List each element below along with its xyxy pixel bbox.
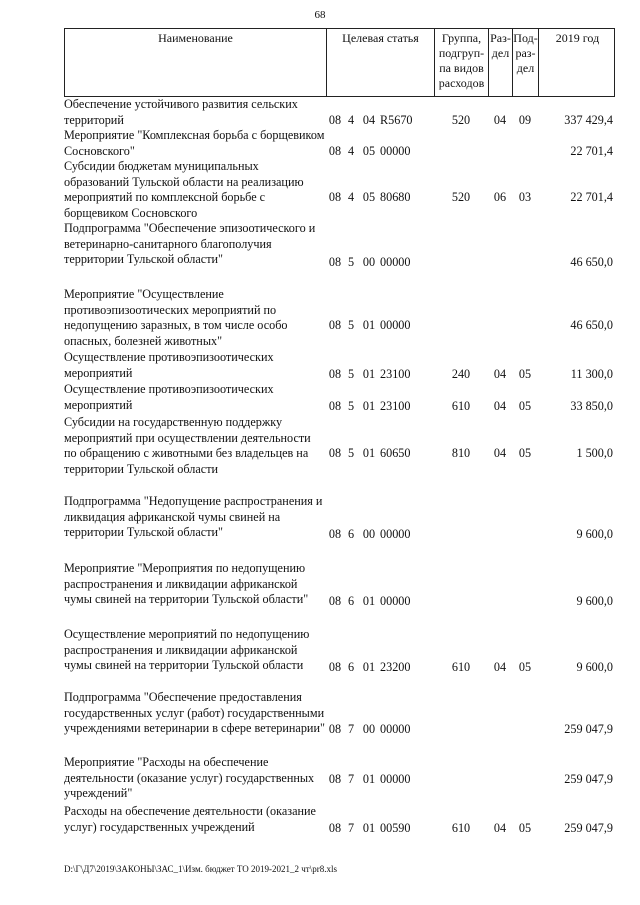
row-amount: 46 650,0 <box>570 254 613 269</box>
table-row <box>64 97 615 128</box>
row-code-subprogram: 7 <box>347 820 355 835</box>
row-code-direction: 00000 <box>380 771 411 786</box>
row-amount: 9 600,0 <box>576 659 613 674</box>
table-row <box>64 287 615 350</box>
row-code-event: 01 <box>362 659 376 674</box>
header-name: Наименование <box>158 31 233 45</box>
row-code-subprogram: 7 <box>347 771 355 786</box>
table-row <box>64 561 615 609</box>
row-code-subprogram: 4 <box>347 143 355 158</box>
row-code-program: 08 <box>328 317 342 332</box>
row-group: 520 <box>451 112 471 127</box>
row-code-program: 08 <box>328 820 342 835</box>
row-section: 04 <box>493 366 507 381</box>
row-code-direction: 00000 <box>380 593 411 608</box>
page-number: 68 <box>314 9 326 21</box>
row-name: Субсидии бюджетам муниципальных образований Тульской области на реализацию мероприятий по комплексной борьбе с борщевиком Сосновского <box>64 159 304 220</box>
row-name: Осуществление мероприятий по недопущению распространения и ликвидации африканской чумы свиней на территории Тульской области <box>64 627 310 672</box>
row-code-event: 00 <box>362 254 376 269</box>
table-row <box>64 159 615 221</box>
row-name: Мероприятие "Мероприятия по недопущению распространения и ликвидации африканской чумы свиней на территории Тульской области" <box>64 561 309 606</box>
row-name: Осуществление противоэпизоотических мероприятий <box>64 350 274 380</box>
row-code-subprogram: 5 <box>347 398 355 413</box>
row-amount: 11 300,0 <box>570 366 613 381</box>
row-code-program: 08 <box>328 189 342 204</box>
row-amount: 33 850,0 <box>570 398 613 413</box>
header-year-cell <box>539 29 616 96</box>
row-code-program: 08 <box>328 721 342 736</box>
row-code-program: 08 <box>328 112 342 127</box>
row-code-subprogram: 6 <box>347 593 355 608</box>
row-code-event: 05 <box>362 143 376 158</box>
row-code-subprogram: 4 <box>347 189 355 204</box>
row-section: 06 <box>493 189 507 204</box>
header-subsection-cell <box>513 29 539 96</box>
row-section: 04 <box>493 398 507 413</box>
row-code-program: 08 <box>328 254 342 269</box>
table-row <box>64 755 615 803</box>
table-row <box>64 128 615 159</box>
header-target-cell <box>327 29 435 96</box>
table-row <box>64 690 615 753</box>
row-subsection: 05 <box>518 398 532 413</box>
row-code-event: 00 <box>362 526 376 541</box>
row-code-subprogram: 5 <box>347 445 355 460</box>
row-code-program: 08 <box>328 659 342 674</box>
header-name-cell <box>65 29 327 96</box>
row-code-event: 01 <box>362 445 376 460</box>
row-code-program: 08 <box>328 771 342 786</box>
row-name: Подпрограмма "Недопущение распространения и ликвидация африканской чумы свиней на территории Тульской области" <box>64 494 323 539</box>
table-row <box>64 382 615 414</box>
table-row <box>64 221 615 270</box>
table-row <box>64 627 615 675</box>
row-name: Субсидии на государственную поддержку мероприятий при осуществлении деятельности по обращению с животными без владельцев на территории Тульской области <box>64 415 311 476</box>
row-code-program: 08 <box>328 593 342 608</box>
row-code-event: 05 <box>362 189 376 204</box>
row-group: 240 <box>451 366 471 381</box>
row-code-program: 08 <box>328 398 342 413</box>
row-name: Осуществление противоэпизоотических мероприятий <box>64 382 274 412</box>
row-name: Подпрограмма "Обеспечение эпизоотического и ветеринарно-санитарного благополучия территории Тульской области" <box>64 221 316 266</box>
row-subsection: 05 <box>518 820 532 835</box>
row-name: Обеспечение устойчивого развития сельских территорий <box>64 97 298 127</box>
row-name: Подпрограмма "Обеспечение предоставления государственных услуг (работ) государственными учреждениями ветеринарии в сфере ветеринарии" <box>64 690 325 735</box>
row-section: 04 <box>493 659 507 674</box>
row-code-program: 08 <box>328 445 342 460</box>
row-subsection: 03 <box>518 189 532 204</box>
row-amount: 9 600,0 <box>576 526 613 541</box>
row-code-subprogram: 6 <box>347 526 355 541</box>
row-code-direction: 23200 <box>380 659 411 674</box>
row-code-subprogram: 6 <box>347 659 355 674</box>
row-amount: 1 500,0 <box>576 445 613 460</box>
row-code-subprogram: 5 <box>347 366 355 381</box>
header-target: Целевая статья <box>342 31 419 45</box>
row-name: Мероприятие "Комплексная борьба с борщевиком Сосновского" <box>64 128 325 158</box>
row-group: 810 <box>451 445 471 460</box>
row-subsection: 05 <box>518 659 532 674</box>
row-code-direction: 80680 <box>380 189 411 204</box>
row-code-direction: 00000 <box>380 721 411 736</box>
row-section: 04 <box>493 112 507 127</box>
row-code-direction: 00000 <box>380 143 411 158</box>
header-year: 2019 год <box>555 31 600 45</box>
header-section: Раз- дел <box>490 31 511 60</box>
row-code-subprogram: 5 <box>347 317 355 332</box>
row-group: 610 <box>451 659 471 674</box>
row-name: Мероприятие "Осуществление противоэпизоотических мероприятий по недопущению заразных, в том числе особо опасных, болезней животных" <box>64 287 288 348</box>
table-row <box>64 804 615 836</box>
row-group: 520 <box>451 189 471 204</box>
row-code-direction: 00590 <box>380 820 411 835</box>
table-row <box>64 494 615 542</box>
row-code-event: 01 <box>362 317 376 332</box>
row-code-program: 08 <box>328 526 342 541</box>
row-amount: 259 047,9 <box>564 820 613 835</box>
row-code-event: 01 <box>362 771 376 786</box>
row-code-event: 01 <box>362 593 376 608</box>
header-section-cell <box>489 29 513 96</box>
row-code-direction: R5670 <box>380 112 413 127</box>
row-code-direction: 23100 <box>380 366 411 381</box>
row-amount: 22 701,4 <box>570 143 613 158</box>
row-name: Мероприятие "Расходы на обеспечение деятельности (оказание услуг) государственных учреждений" <box>64 755 315 800</box>
row-amount: 9 600,0 <box>576 593 613 608</box>
header-group-cell <box>435 29 489 96</box>
row-code-event: 01 <box>362 398 376 413</box>
row-code-direction: 00000 <box>380 254 411 269</box>
table-row <box>64 350 615 382</box>
row-section: 04 <box>493 445 507 460</box>
row-code-subprogram: 5 <box>347 254 355 269</box>
row-amount: 259 047,9 <box>564 771 613 786</box>
row-code-subprogram: 7 <box>347 721 355 736</box>
row-amount: 259 047,9 <box>564 721 613 736</box>
row-subsection: 09 <box>518 112 532 127</box>
table-header <box>64 28 615 97</box>
row-amount: 22 701,4 <box>570 189 613 204</box>
row-code-direction: 23100 <box>380 398 411 413</box>
header-subsection: Под- раз- дел <box>513 31 538 75</box>
row-name: Расходы на обеспечение деятельности (оказание услуг) государственных учреждений <box>64 804 316 834</box>
row-code-direction: 60650 <box>380 445 411 460</box>
table-row <box>64 415 615 477</box>
row-code-event: 00 <box>362 721 376 736</box>
row-code-program: 08 <box>328 143 342 158</box>
row-group: 610 <box>451 820 471 835</box>
row-code-subprogram: 4 <box>347 112 355 127</box>
row-subsection: 05 <box>518 366 532 381</box>
row-code-direction: 00000 <box>380 526 411 541</box>
row-code-direction: 00000 <box>380 317 411 332</box>
file-path-footer: D:\Г\Д7\2019\ЗАКОНЫ\ЗАС_1\Изм. бюджет ТО 2019-2021_2 чт\pr8.xls <box>64 864 337 874</box>
row-subsection: 05 <box>518 445 532 460</box>
row-group: 610 <box>451 398 471 413</box>
row-code-event: 04 <box>362 112 376 127</box>
row-code-event: 01 <box>362 366 376 381</box>
row-code-event: 01 <box>362 820 376 835</box>
row-code-program: 08 <box>328 366 342 381</box>
row-amount: 46 650,0 <box>570 317 613 332</box>
row-amount: 337 429,4 <box>564 112 613 127</box>
row-section: 04 <box>493 820 507 835</box>
header-group: Группа, подгруп- па видов расходов <box>438 31 485 90</box>
